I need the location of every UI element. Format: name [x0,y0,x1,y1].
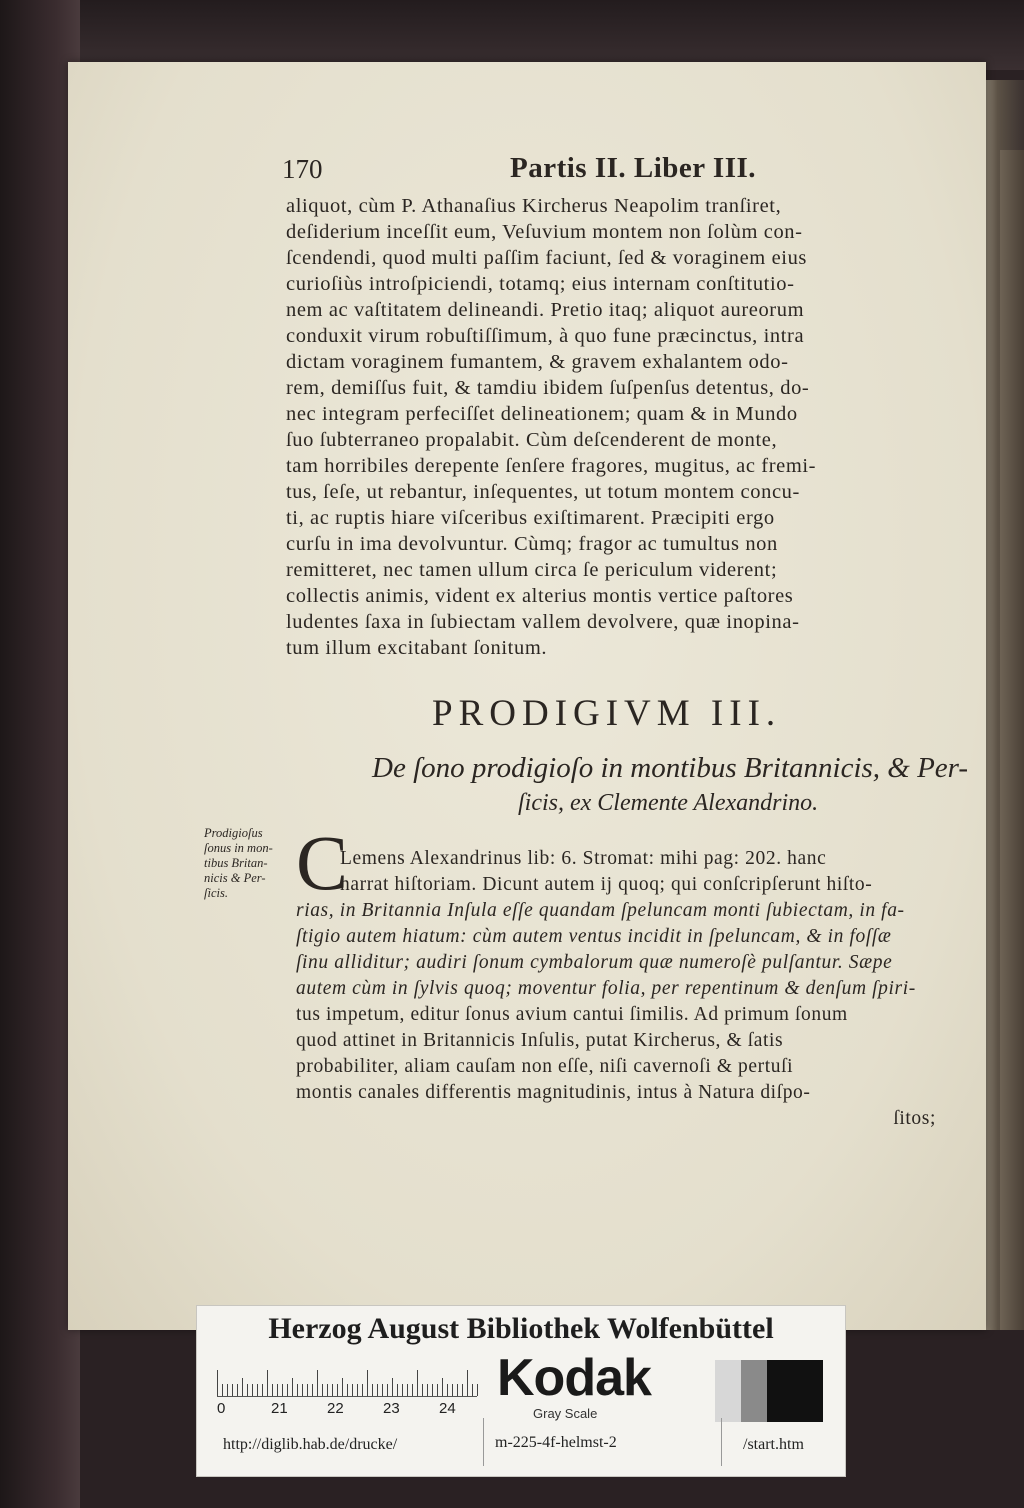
ruler-tick [447,1384,448,1396]
ruler-tick [477,1384,478,1396]
ruler-tick [227,1384,228,1396]
ruler-tick [327,1384,328,1396]
ruler-tick [262,1384,263,1396]
ruler-number: 0 [217,1400,226,1417]
body-line: rias, in Britannia Inſula eſſe quandam ſpeluncam monti ſubiectam, in fa- [296,900,905,921]
ruler-tick [247,1384,248,1396]
ruler-number: 22 [327,1400,344,1417]
ruler-tick [442,1378,443,1396]
kodak-logo: Kodak [497,1349,651,1407]
ruler-tick [412,1384,413,1396]
ruler-tick [332,1384,333,1396]
body-line: autem cùm in ſylvis quoq; moventur folia, per repentinum & denſum ſpiri- [296,978,916,999]
ruler-tick [377,1384,378,1396]
body-line: quod attinet in Britannicis Inſulis, putat Kircherus, & ſatis [296,1030,784,1051]
ruler-tick [467,1370,468,1396]
label-divider [721,1418,722,1466]
body-line: remitteret, nec tamen ullum circa ſe periculum viderent; [286,559,778,581]
ruler-tick [382,1384,383,1396]
ruler-tick [462,1384,463,1396]
body-line: Lemens Alexandrinus lib: 6. Stromat: mihi pag: 202. hanc [340,848,827,869]
ruler-tick [292,1378,293,1396]
ruler-tick [237,1384,238,1396]
ruler-tick [362,1384,363,1396]
drop-cap: C [296,819,349,906]
ruler-tick [432,1384,433,1396]
ruler-tick [347,1384,348,1396]
body-paragraph-2-continued [296,898,936,1132]
body-line: ſtigio autem hiatum: cùm autem ventus incidit in ſpeluncam, & in foſſæ [296,926,892,947]
body-line: collectis animis, vident ex alterius montis vertice paſtores [286,585,794,607]
ruler-tick [417,1370,418,1396]
ruler-tick [337,1384,338,1396]
ruler-tick [452,1384,453,1396]
ruler-tick [307,1384,308,1396]
body-paragraph-2-opening [340,846,940,898]
body-line: tus, ſeſe, ut rebantur, inſequentes, ut totum montem concu- [286,481,800,503]
ruler-tick [427,1384,428,1396]
body-line: deſiderium inceſſit eum, Veſuvium montem non ſolùm con- [286,221,803,243]
ruler-numbers [217,1400,497,1420]
ruler-tick [317,1370,318,1396]
body-line: ti, ac ruptis hiare viſceribus exiſtimarent. Præcipiti ergo [286,507,775,529]
gray-swatch-dark [767,1360,823,1422]
page-right-strip [1000,150,1024,1330]
scan-background-top [0,0,1024,70]
body-paragraph-1 [286,193,936,661]
ruler-tick [352,1384,353,1396]
ruler-tick [277,1384,278,1396]
measurement-ruler [217,1356,477,1397]
ruler-tick [302,1384,303,1396]
ruler-number: 21 [271,1400,288,1417]
page-number: 170 [282,154,323,184]
ruler-tick [372,1384,373,1396]
ruler-tick [257,1384,258,1396]
ruler-tick [357,1384,358,1396]
ruler-tick [322,1384,323,1396]
body-line: tam horribiles derepente ſenſere fragores, mugitus, ac fremi- [286,455,817,477]
ruler-tick [402,1384,403,1396]
ruler-tick [422,1384,423,1396]
ruler-tick [232,1384,233,1396]
ruler-tick [287,1384,288,1396]
section-heading: PRODIGIVM III. [432,693,782,734]
body-line: ſuo ſubterraneo propalabit. Cùm deſcenderent de monte, [286,429,778,451]
label-start: /start.htm [743,1436,804,1453]
ruler-tick [272,1384,273,1396]
body-line: ſcendendi, quod multi paſſim faciunt, ſed & voraginem eius [286,247,807,269]
ruler-tick [397,1384,398,1396]
body-line: tum illum excitabant ſonitum. [286,637,548,659]
margin-note-line: ſicis. [204,886,228,900]
section-subtitle-line-2: ſicis, ex Clemente Alexandrino. [518,790,819,816]
gray-scale-label: Gray Scale [533,1406,598,1421]
ruler-tick [472,1384,473,1396]
ruler-tick [217,1370,218,1396]
margin-note-line: ſonus in mon- [204,841,273,855]
body-line: narrat hiſtoriam. Dicunt autem ij quoq; qui conſcripſerunt hiſto- [340,874,873,895]
ruler-tick [437,1384,438,1396]
body-line: tus impetum, editur ſonus avium cantui ſimilis. Ad primum ſonum [296,1004,848,1025]
body-line: nem ac vaſtitatem delineandi. Pretio itaq; aliquot aureorum [286,299,805,321]
ruler-tick [392,1378,393,1396]
ruler-tick [367,1370,368,1396]
body-line: curioſiùs introſpiciendi, totamq; eius internam conſtitutio- [286,273,795,295]
ruler-tick [312,1384,313,1396]
ruler-number: 24 [439,1400,456,1417]
ruler-number: 23 [383,1400,400,1417]
section-subtitle-line-1: De ſono prodigioſo in montibus Britannicis, & Per- [372,752,969,784]
gray-swatch-mid [741,1360,767,1422]
ruler-tick [297,1384,298,1396]
label-divider [483,1418,484,1466]
label-url: http://diglib.hab.de/drucke/ [223,1436,398,1453]
ruler-tick [252,1384,253,1396]
body-line: ludentes ſaxa in ſubiectam vallem devolvere, quæ inopina- [286,611,800,633]
body-line: dictam voraginem fumantem, & gravem exhalantem odo- [286,351,789,373]
gray-swatch-light [715,1360,741,1422]
ruler-tick [282,1384,283,1396]
body-line: probabiliter, aliam cauſam non eſſe, niſi cavernoſi & pertuſi [296,1056,794,1077]
body-line: curſu in ima devolvuntur. Cùmq; fragor ac tumultus non [286,533,778,555]
margin-note-line: tibus Britan- [204,856,268,870]
label-shelfmark: m-225-4f-helmst-2 [495,1434,617,1451]
library-label [196,1305,846,1477]
ruler-tick [242,1378,243,1396]
body-line: montis canales differentis magnitudinis, intus à Natura diſpo- [296,1082,811,1103]
ruler-tick [222,1384,223,1396]
ruler-tick [342,1378,343,1396]
body-line: rem, demiſſus fuit, & tamdiu ibidem ſuſpenſus detentus, do- [286,377,810,399]
body-line: aliquot, cùm P. Athanaſius Kircherus Neapolim tranſiret, [286,195,782,217]
body-line: nec integram perfeciſſet delineationem; quam & in Mundo [286,403,798,425]
body-line: ſinu alliditur; audiri ſonum cymbalorum quæ numeroſè pulſantur. Sæpe [296,952,893,973]
ruler-tick [457,1384,458,1396]
ruler-tick [387,1384,388,1396]
margin-note-line: nicis & Per- [204,871,266,885]
ruler-tick [407,1384,408,1396]
body-line: conduxit virum robuſtiſſimum, à quo fune præcinctus, intra [286,325,805,347]
library-name: Herzog August Bibliothek Wolfenbüttel [268,1312,774,1345]
ruler-tick [267,1370,268,1396]
running-title: Partis II. Liber III. [510,152,757,184]
body-line: ſitos; [893,1108,936,1129]
margin-note-line: Prodigioſus [204,826,263,840]
margin-note [204,826,294,901]
